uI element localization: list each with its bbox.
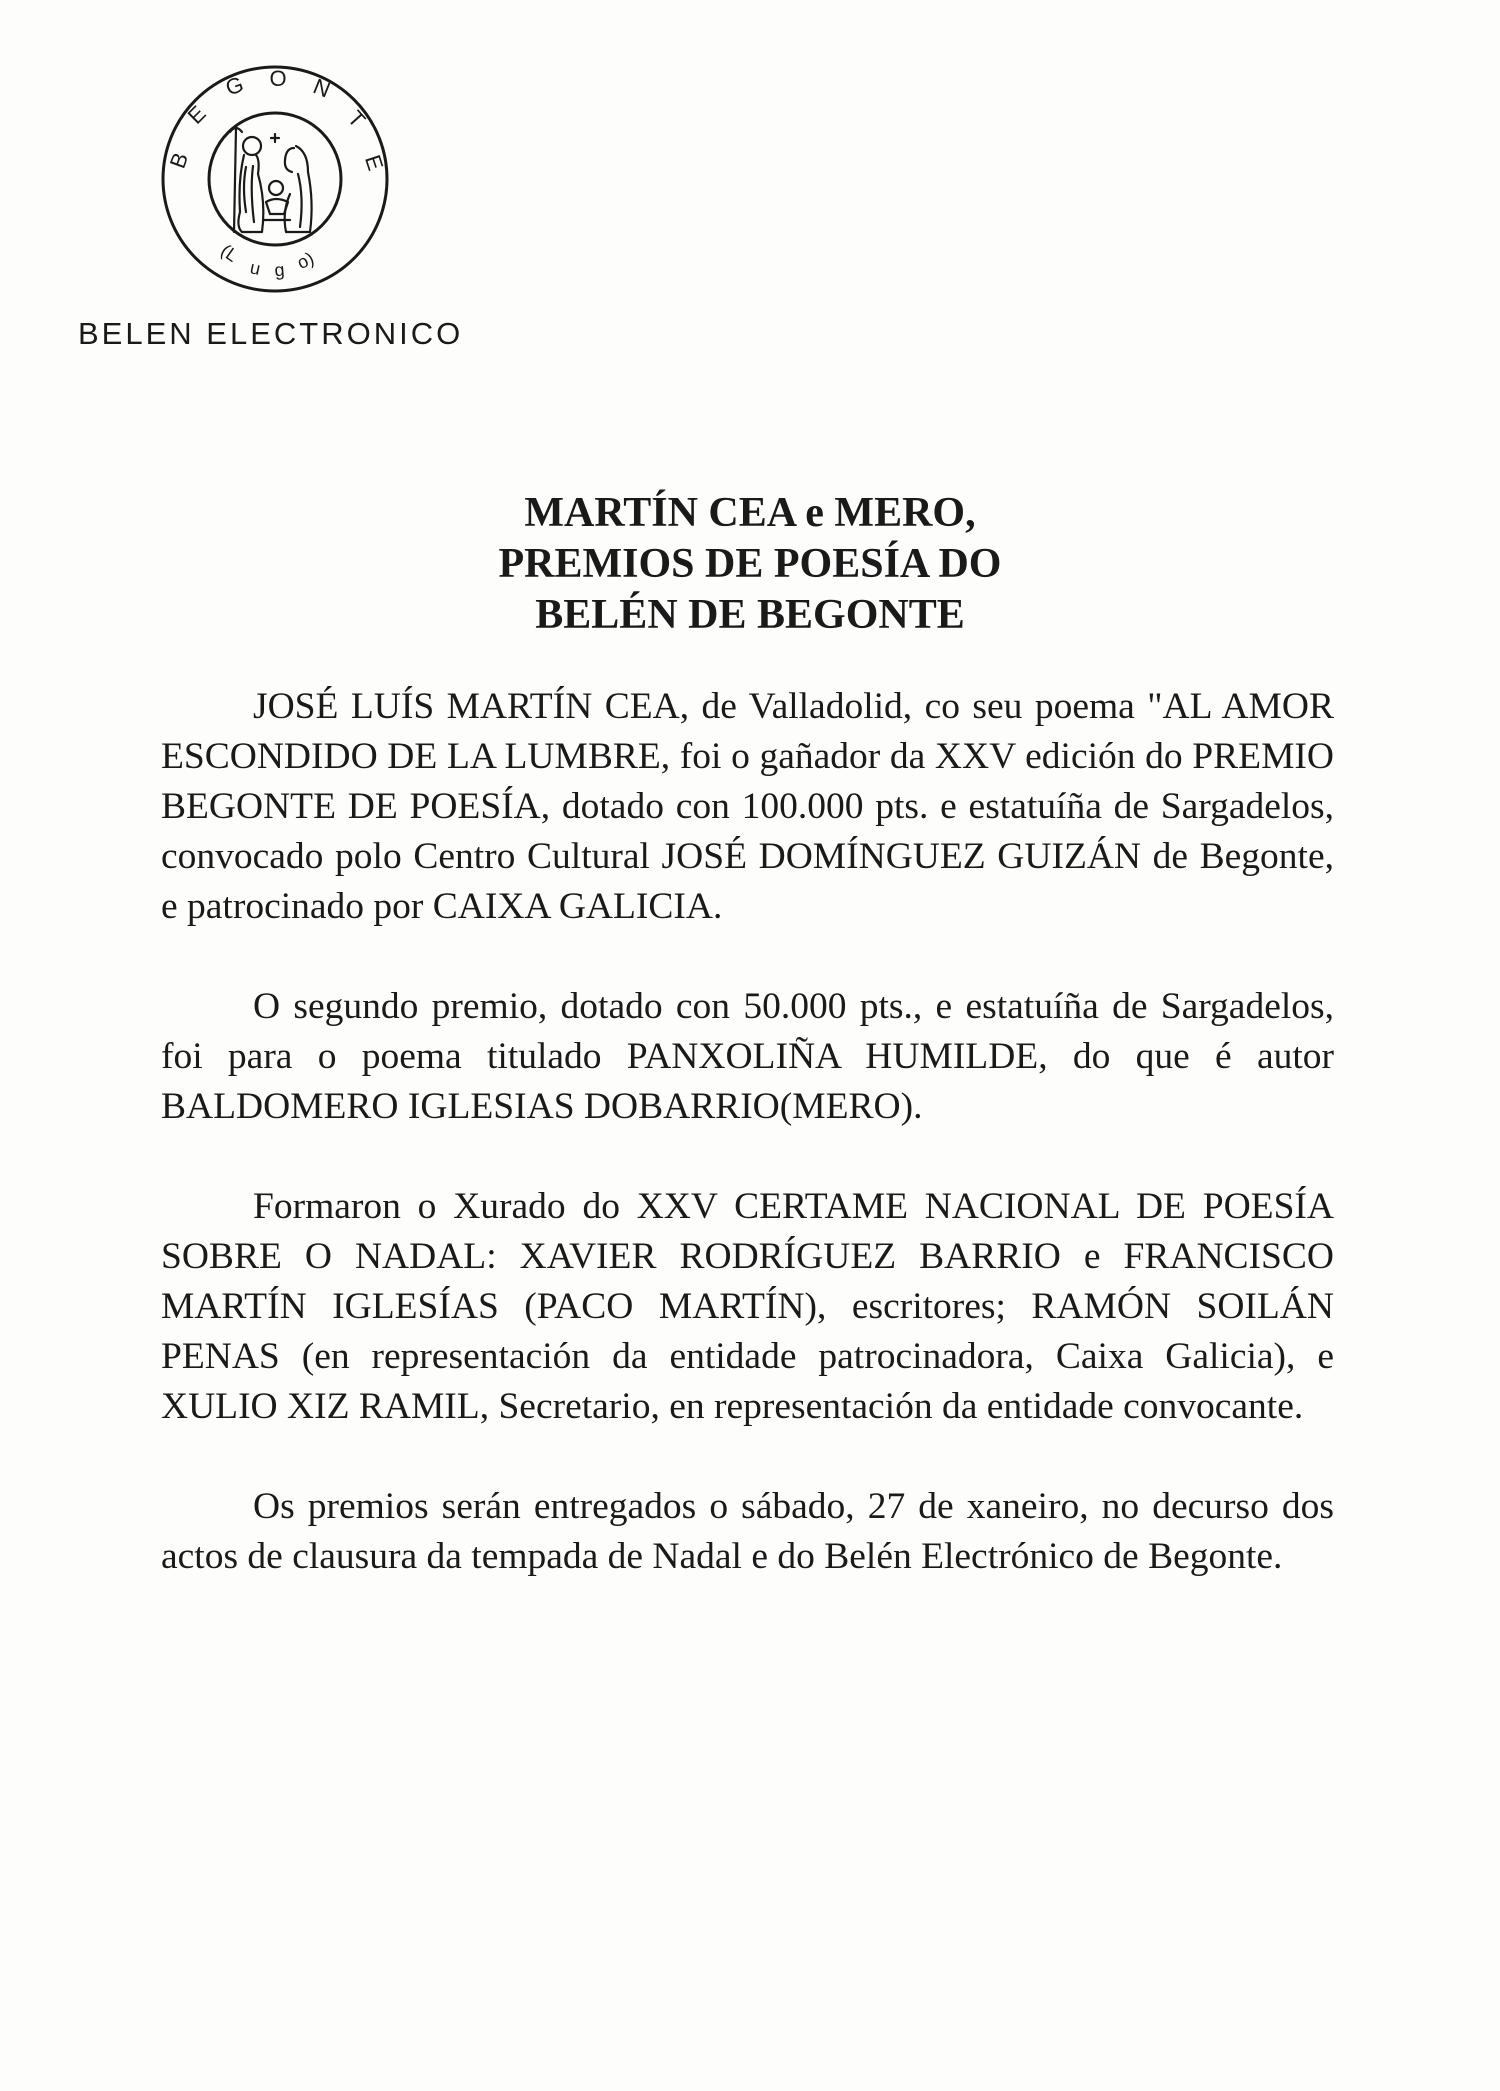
svg-text:N: N bbox=[309, 73, 334, 103]
title-line-3: BELÉN DE BEGONTE bbox=[535, 592, 965, 638]
title-line-2: PREMIOS DE POESÍA DO bbox=[498, 541, 1002, 587]
document-body bbox=[161, 682, 1334, 1632]
svg-text:(L: (L bbox=[217, 240, 242, 266]
svg-text:o): o) bbox=[293, 248, 317, 274]
paragraph-award-ceremony: Os premios serán entregados o sábado, 27 de xaneiro, no decurso dos actos de clausura da tempada de Nadal e do Belén Electrónico de Begonte. bbox=[161, 1486, 1334, 1577]
svg-text:E: E bbox=[359, 151, 389, 174]
letterhead-caption: BELEN ELECTRONICO bbox=[78, 316, 464, 351]
paragraph-winner: JOSÉ LUÍS MARTÍN CEA, de Valladolid, co seu poema "AL AMOR ESCONDIDO DE LA LUMBRE, foi o gañador da XXV edición do PREMIO BEGONTE DE POESÍA, dotado con 100.000 pts. e estatuíña de Sargadelos, convocado polo Centro Cultural JOSÉ DOMÍNGUEZ GUIZÁN de Begonte, e patrocinado por CAIXA GALICIA. bbox=[161, 686, 1334, 927]
title-line-1: MARTÍN CEA e MERO, bbox=[524, 490, 976, 536]
nativity-seal-icon bbox=[158, 62, 392, 296]
svg-text:O: O bbox=[269, 66, 287, 91]
paragraph-second-prize: O segundo premio, dotado con 50.000 pts., e estatuíña de Sargadelos, foi para o poema titulado PANXOLIÑA HUMILDE, do que é autor BALDOMERO IGLESIAS DOBARRIO(MERO). bbox=[161, 986, 1334, 1127]
svg-text:T: T bbox=[342, 105, 371, 133]
svg-text:B: B bbox=[164, 149, 194, 172]
begonte-seal-logo bbox=[158, 62, 392, 296]
svg-text:u: u bbox=[248, 257, 263, 279]
svg-text:E: E bbox=[182, 100, 211, 129]
svg-text:G: G bbox=[222, 71, 247, 101]
document-title bbox=[0, 488, 1500, 641]
svg-text:g: g bbox=[273, 259, 286, 281]
paragraph-jury: Formaron o Xurado do XXV CERTAME NACIONAL DE POESÍA SOBRE O NADAL: XAVIER RODRÍGUEZ BARRIO e FRANCISCO MARTÍN IGLESÍAS (PACO MARTÍN), escritores; RAMÓN SOILÁN PENAS (en representación da entidade patrocinadora, Caixa Galicia), e XULIO XIZ RAMIL, Secretario, en representación da entidade convocante. bbox=[161, 1186, 1334, 1427]
